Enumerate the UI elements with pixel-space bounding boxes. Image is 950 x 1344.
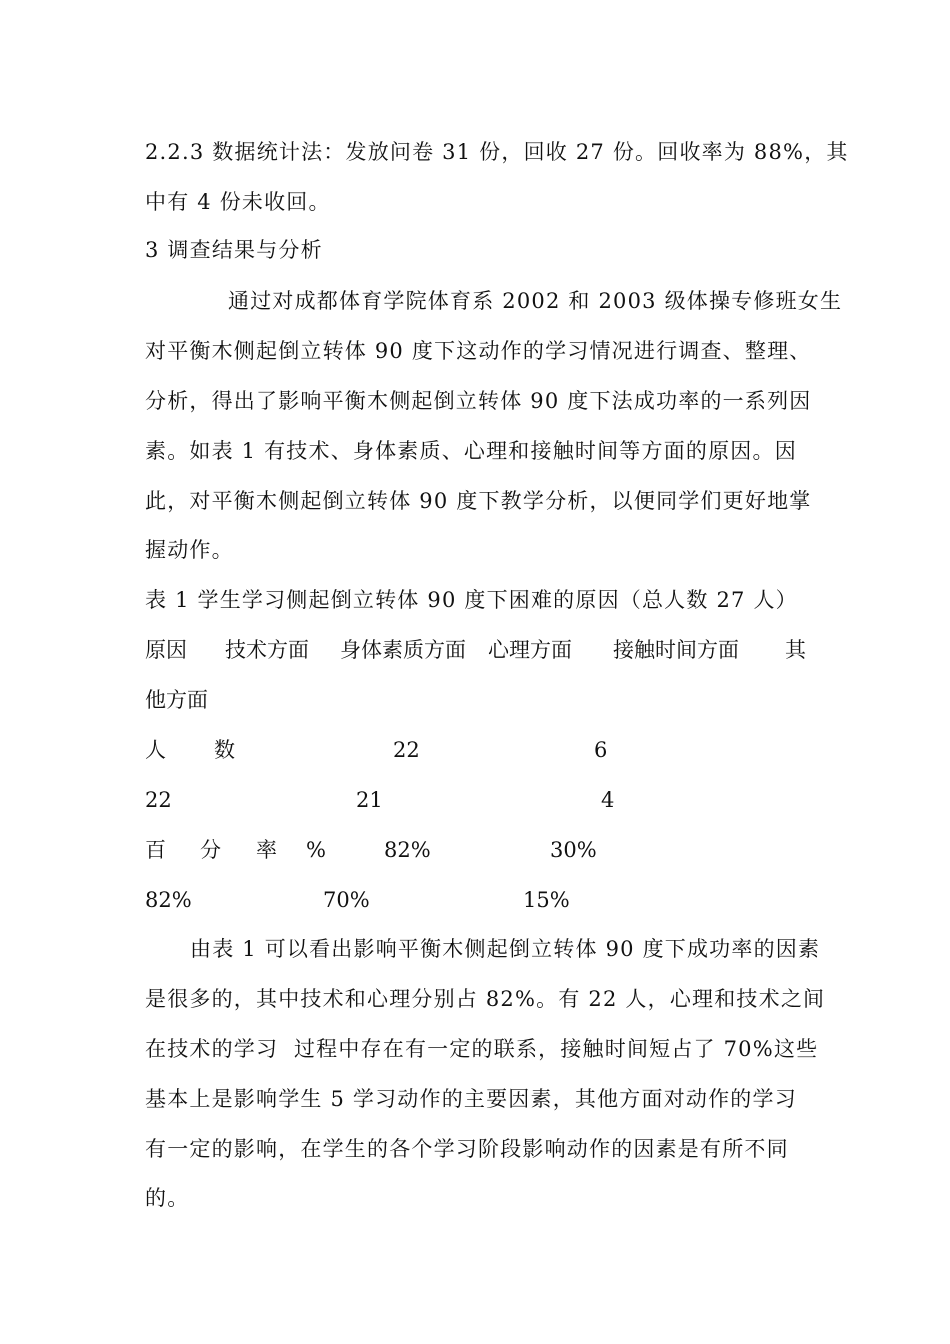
table-header-reason: 原因 — [145, 638, 187, 662]
table-count-label-2: 数 — [214, 738, 235, 762]
table-rate-label-3: 率 — [256, 838, 277, 862]
table-rate-psychology: 82% — [145, 888, 192, 912]
para1-line-1: 通过对成都体育学院体育系 2002 和 2003 级体操专修班女生 — [228, 289, 843, 313]
section-3-heading: 3 调查结果与分析 — [145, 238, 323, 262]
table-rate-technique: 82% — [384, 838, 431, 862]
table-count-psychology: 22 — [145, 788, 172, 812]
para2-line-1: 由表 1 可以看出影响平衡木侧起倒立转体 90 度下成功率的因素 — [190, 937, 821, 961]
table-rate-contact-time: 70% — [323, 888, 370, 912]
para2-line-2: 是很多的，其中技术和心理分别占 82%。有 22 人，心理和技术之间 — [145, 987, 826, 1011]
para2-line-4: 基本上是影响学生 5 学习动作的主要因素，其他方面对动作的学习 — [145, 1087, 797, 1111]
para1-line-4: 素。如表 1 有技术、身体素质、心理和接触时间等方面的原因。因 — [145, 439, 797, 463]
table-header-physical: 身体素质方面 — [340, 638, 466, 662]
para2-line-3: 在技术的学习 过程中存在有一定的联系，接触时间短占了 70%这些 — [145, 1037, 819, 1061]
para2-line-6: 的。 — [145, 1186, 190, 1210]
table-header-psychology: 心理方面 — [488, 638, 572, 662]
table-rate-physical: 30% — [550, 838, 597, 862]
table-count-physical: 6 — [594, 738, 608, 762]
para1-line-3: 分析，得出了影响平衡木侧起倒立转体 90 度下法成功率的一系列因 — [145, 389, 812, 413]
table-rate-label-4: % — [306, 838, 326, 862]
table-count-other: 4 — [601, 788, 615, 812]
para1-line-6: 握动作。 — [145, 538, 234, 562]
table-count-contact-time: 21 — [356, 788, 383, 812]
table-header-other-part1: 其 — [785, 638, 806, 662]
table1-caption: 表 1 学生学习侧起倒立转体 90 度下困难的原因（总人数 27 人） — [145, 588, 798, 612]
para1-line-2: 对平衡木侧起倒立转体 90 度下这动作的学习情况进行调查、整理、 — [145, 339, 812, 363]
para2-line-5: 有一定的影响，在学生的各个学习阶段影响动作的因素是有所不同 — [145, 1137, 789, 1161]
section-2-2-3-line-1: 2.2.3 数据统计法：发放问卷 31 份，回收 27 份。回收率为 88%，其 — [145, 140, 849, 164]
table-rate-other: 15% — [523, 888, 570, 912]
table-header-technique: 技术方面 — [225, 638, 309, 662]
table-header-other-part2: 他方面 — [145, 688, 208, 712]
para1-line-5: 此，对平衡木侧起倒立转体 90 度下教学分析，以便同学们更好地掌 — [145, 489, 812, 513]
section-2-2-3-line-2: 中有 4 份未收回。 — [145, 190, 331, 214]
table-count-label-1: 人 — [145, 738, 166, 762]
table-rate-label-2: 分 — [200, 838, 221, 862]
table-header-contact-time: 接触时间方面 — [613, 638, 739, 662]
table-rate-label-1: 百 — [145, 838, 166, 862]
table-count-technique: 22 — [393, 738, 420, 762]
